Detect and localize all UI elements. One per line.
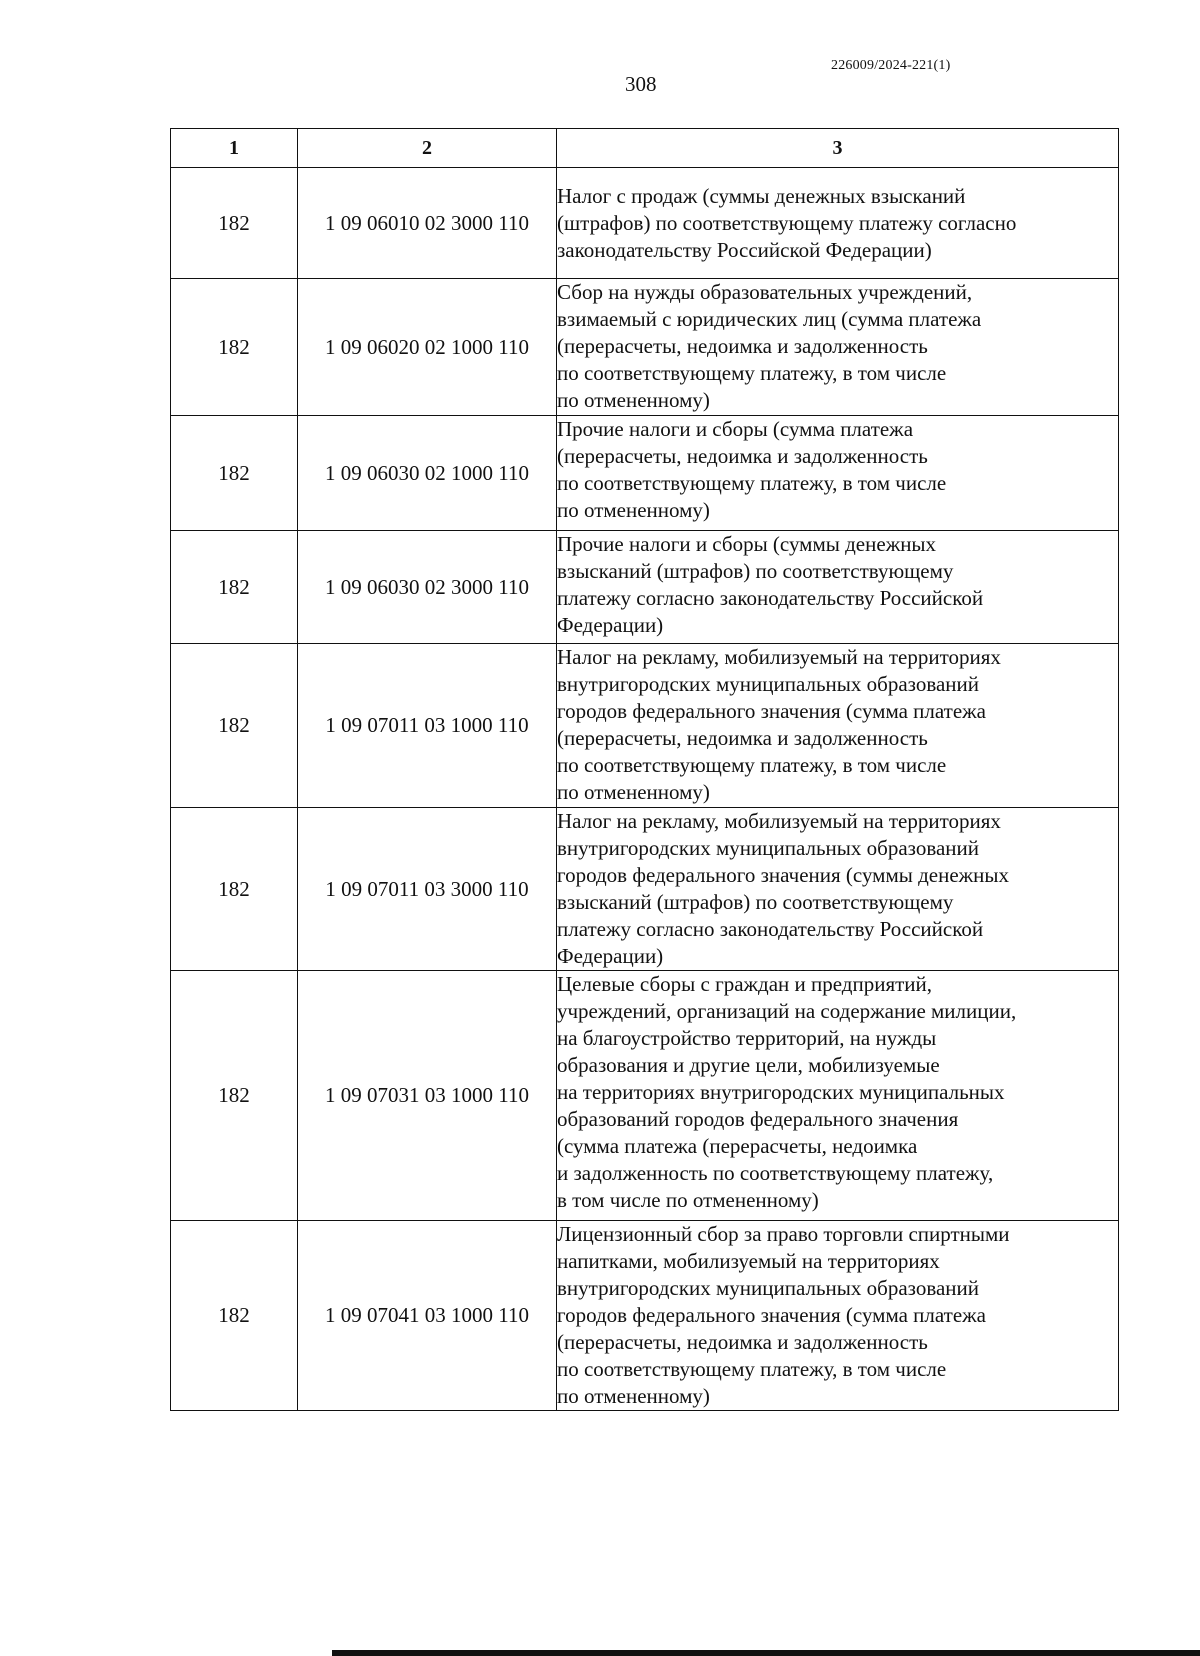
table-row bbox=[171, 644, 1119, 808]
revenue-code-cell: 1 09 07041 03 1000 110 bbox=[298, 1221, 557, 1411]
revenue-name-cell: Прочие налоги и сборы (сумма платежа (перерасчеты, недоимка и задолженность по соответствующему платежу, в том числе по отмененному) bbox=[557, 416, 1119, 531]
administrator-code-cell: 182 bbox=[171, 808, 298, 971]
table-row bbox=[171, 168, 1119, 279]
revenue-codes-table bbox=[170, 128, 1119, 1411]
administrator-code-cell: 182 bbox=[171, 644, 298, 808]
column-header-2: 2 bbox=[298, 129, 557, 168]
administrator-code-cell: 182 bbox=[171, 416, 298, 531]
revenue-name-cell: Лицензионный сбор за право торговли спиртными напитками, мобилизуемый на территориях внутригородских муниципальных образований городов федерального значения (сумма платежа (перерасчеты, недоимка и задолженность по соответствующему платежу, в том числе по отмененному) bbox=[557, 1221, 1119, 1411]
revenue-name-cell: Налог с продаж (суммы денежных взысканий (штрафов) по соответствующему платежу согласно законодательству Российской Федерации) bbox=[557, 168, 1119, 279]
administrator-code-cell: 182 bbox=[171, 279, 298, 416]
column-header-1: 1 bbox=[171, 129, 298, 168]
revenue-name-cell: Налог на рекламу, мобилизуемый на территориях внутригородских муниципальных образований городов федерального значения (суммы денежных взысканий (штрафов) по соответствующему платежу согласно законодательству Российской Федерации) bbox=[557, 808, 1119, 971]
scan-edge-line bbox=[332, 1650, 1200, 1656]
revenue-code-cell: 1 09 06010 02 3000 110 bbox=[298, 168, 557, 279]
table-row bbox=[171, 531, 1119, 644]
revenue-code-cell: 1 09 07011 03 3000 110 bbox=[298, 808, 557, 971]
table-header-row bbox=[171, 129, 1119, 168]
revenue-code-cell: 1 09 07031 03 1000 110 bbox=[298, 971, 557, 1221]
column-header-3: 3 bbox=[557, 129, 1119, 168]
revenue-name-cell: Прочие налоги и сборы (суммы денежных взысканий (штрафов) по соответствующему платежу согласно законодательству Российской Федерации) bbox=[557, 531, 1119, 644]
table-row bbox=[171, 416, 1119, 531]
administrator-code-cell: 182 bbox=[171, 1221, 298, 1411]
administrator-code-cell: 182 bbox=[171, 971, 298, 1221]
revenue-code-cell: 1 09 06030 02 3000 110 bbox=[298, 531, 557, 644]
document-id: 226009/2024-221(1) bbox=[831, 58, 951, 73]
revenue-code-cell: 1 09 06030 02 1000 110 bbox=[298, 416, 557, 531]
administrator-code-cell: 182 bbox=[171, 168, 298, 279]
page-number: 308 bbox=[625, 72, 657, 96]
table-row bbox=[171, 1221, 1119, 1411]
revenue-name-cell: Сбор на нужды образовательных учреждений, взимаемый с юридических лиц (сумма платежа (перерасчеты, недоимка и задолженность по соответствующему платежу, в том числе по отмененному) bbox=[557, 279, 1119, 416]
table-row bbox=[171, 971, 1119, 1221]
table-row bbox=[171, 808, 1119, 971]
revenue-code-cell: 1 09 07011 03 1000 110 bbox=[298, 644, 557, 808]
revenue-name-cell: Налог на рекламу, мобилизуемый на территориях внутригородских муниципальных образований городов федерального значения (сумма платежа (перерасчеты, недоимка и задолженность по соответствующему платежу, в том числе по отмененному) bbox=[557, 644, 1119, 808]
table-row bbox=[171, 279, 1119, 416]
revenue-code-cell: 1 09 06020 02 1000 110 bbox=[298, 279, 557, 416]
revenue-name-cell: Целевые сборы с граждан и предприятий, учреждений, организаций на содержание милиции, на благоустройство территорий, на нужды образования и другие цели, мобилизуемые на территориях внутригородских муниципальных образований городов федерального значения (сумма платежа (перерасчеты, недоимка и задолженность по соответствующему платежу, в том числе по отмененному) bbox=[557, 971, 1119, 1221]
administrator-code-cell: 182 bbox=[171, 531, 298, 644]
